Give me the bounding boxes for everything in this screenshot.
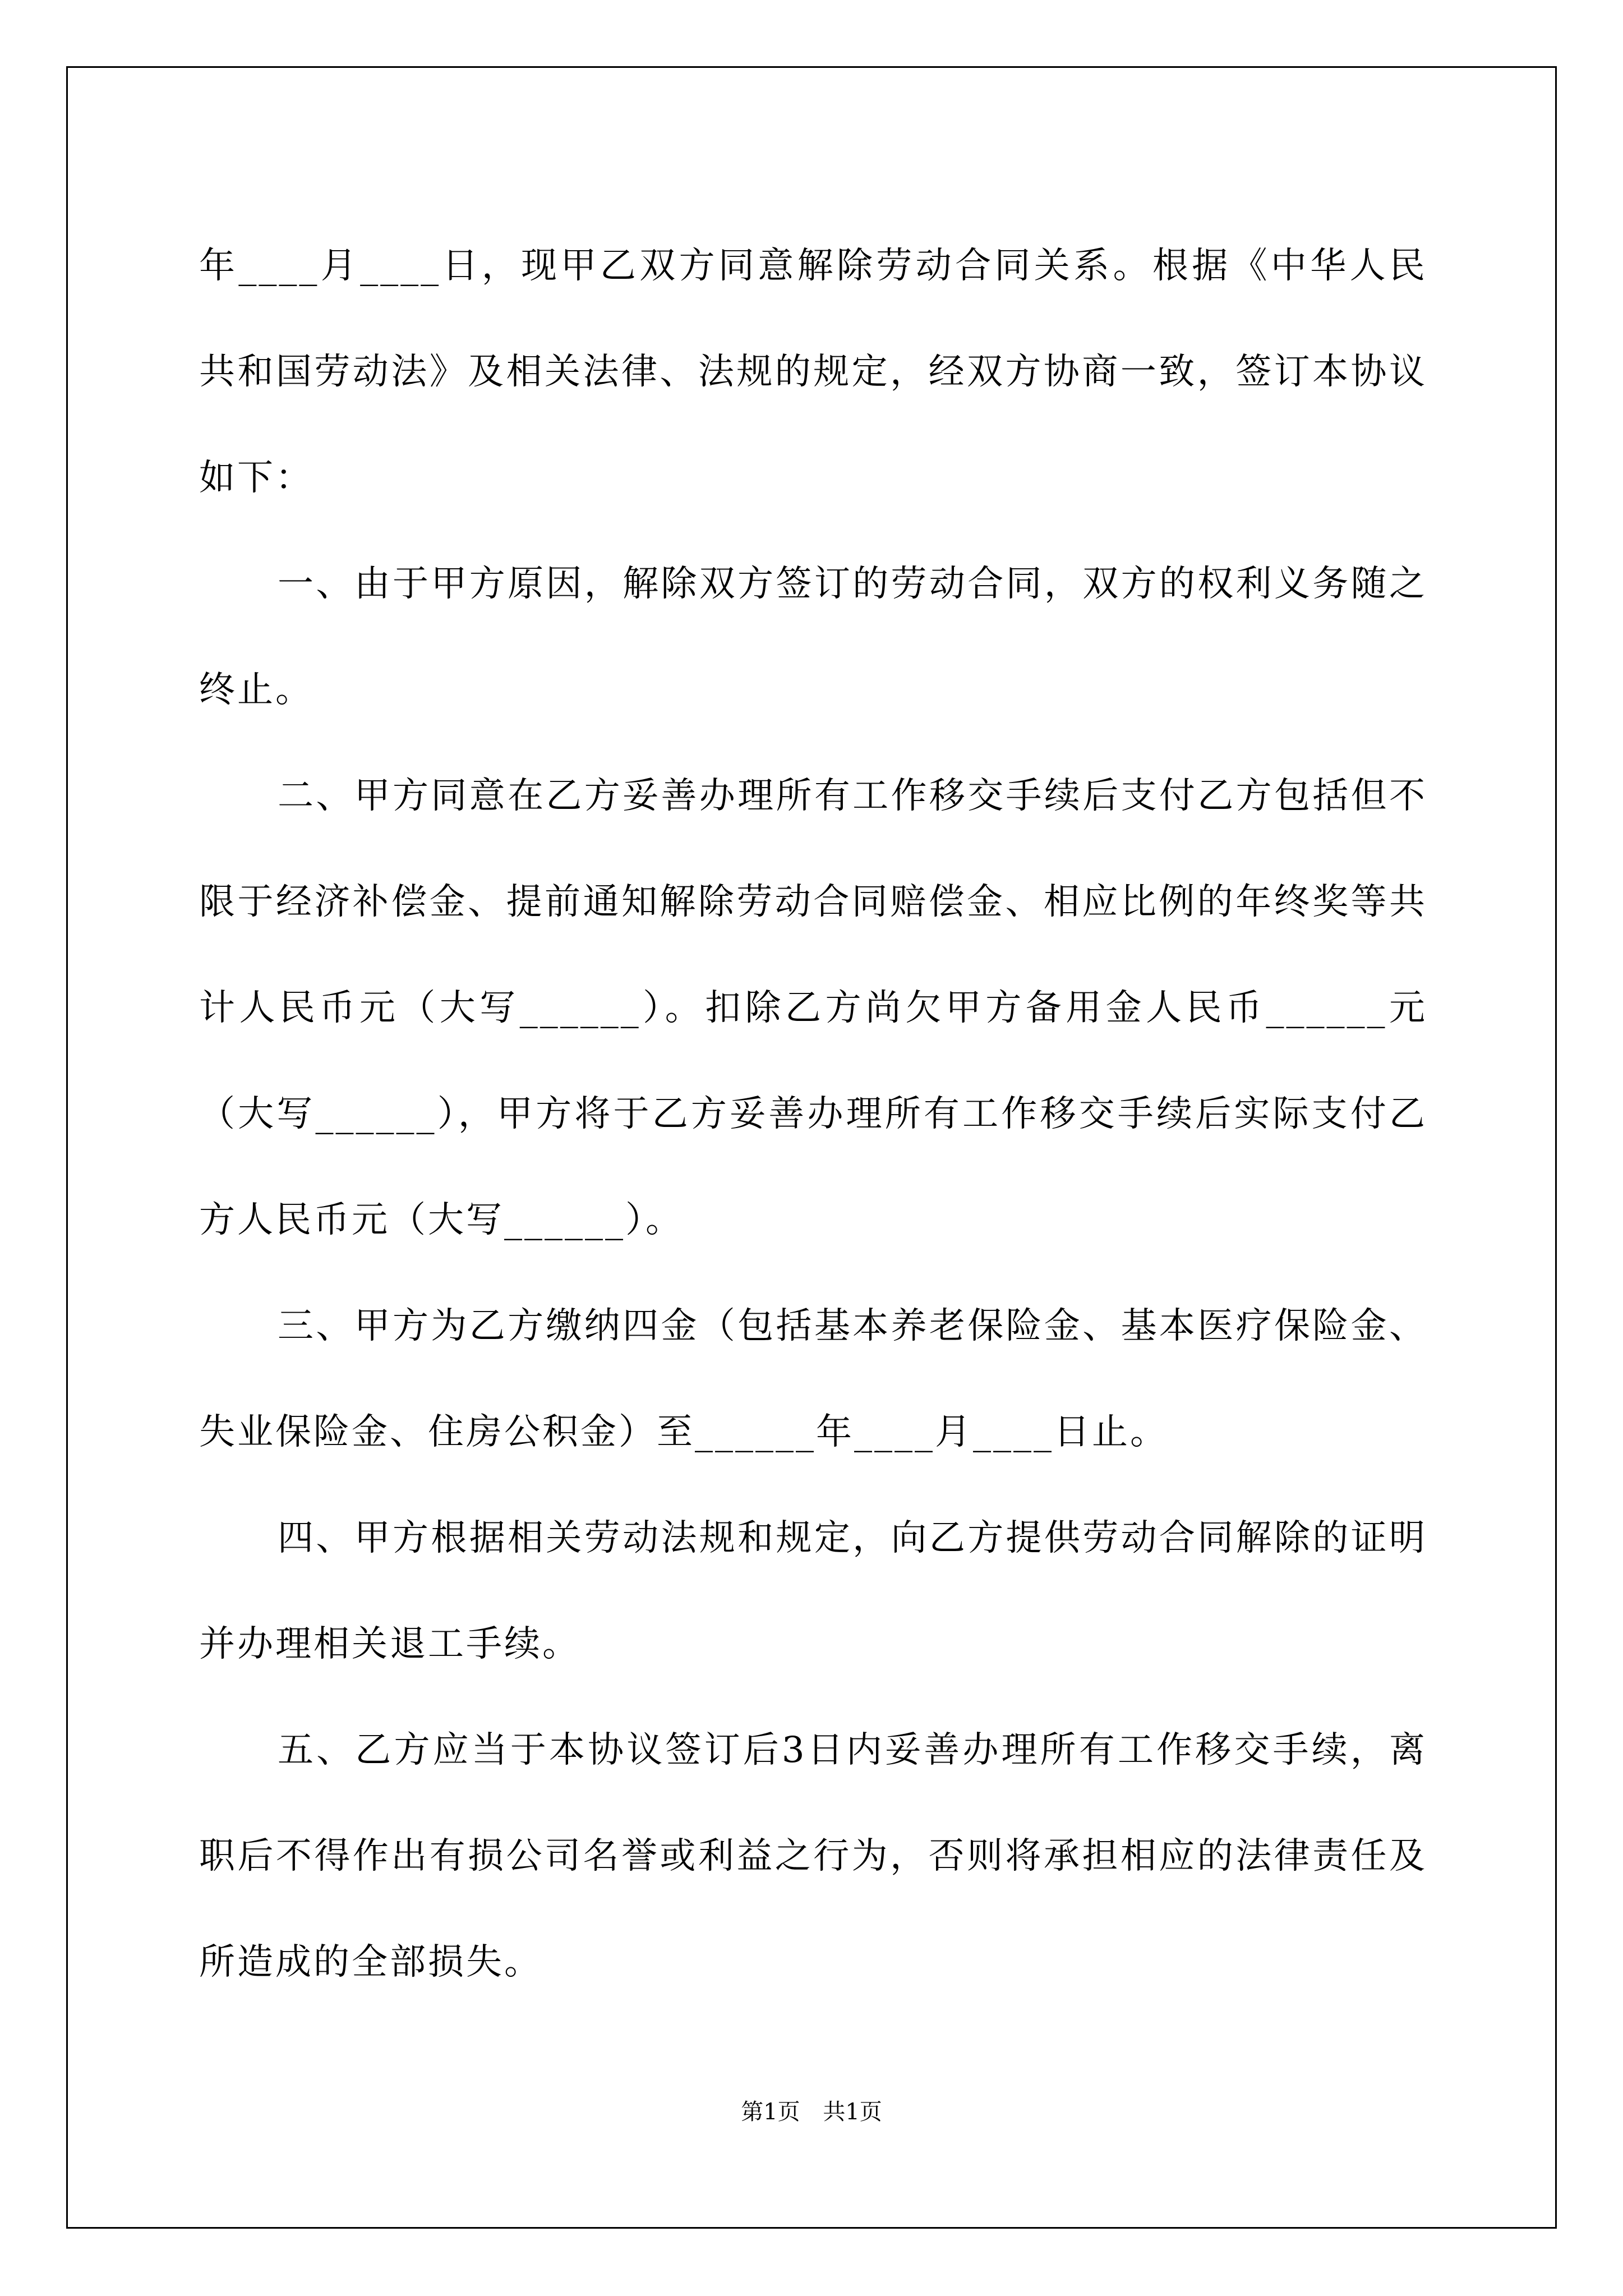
paragraph-clause-3: 三、甲方为乙方缴纳四金（包括基本养老保险金、基本医疗保险金、失业保险金、住房公积金）至______年____月____日止。 <box>199 1305 1427 1453</box>
paragraph-clause-1: 一、由于甲方原因，解除双方签订的劳动合同，双方的权利义务随之终止。 <box>199 563 1427 711</box>
page-footer <box>0 2098 1623 2126</box>
document-body <box>199 213 1427 2016</box>
page-number: 第1页 <box>741 2099 800 2125</box>
paragraph-clause-2: 二、甲方同意在乙方妥善办理所有工作移交手续后支付乙方包括但不限于经济补偿金、提前通知解除劳动合同赔偿金、相应比例的年终奖等共计人民币元（大写______）。扣除乙方尚欠甲方备用金人民币______元（大写______），甲方将于乙方妥善办理所有工作移交手续后实际支付乙方人民币元（大写______）。 <box>199 775 1427 1241</box>
page-total: 共1页 <box>823 2099 882 2125</box>
paragraph-clause-4: 四、甲方根据相关劳动法规和规定，向乙方提供劳动合同解除的证明并办理相关退工手续。 <box>199 1517 1427 1665</box>
paragraph-clause-5: 五、乙方应当于本协议签订后3日内妥善办理所有工作移交手续，离职后不得作出有损公司名誉或利益之行为，否则将承担相应的法律责任及所造成的全部损失。 <box>199 1729 1427 1983</box>
paragraph-intro: 年____月____日，现甲乙双方同意解除劳动合同关系。根据《中华人民共和国劳动法》及相关法律、法规的规定，经双方协商一致，签订本协议如下： <box>199 245 1427 499</box>
